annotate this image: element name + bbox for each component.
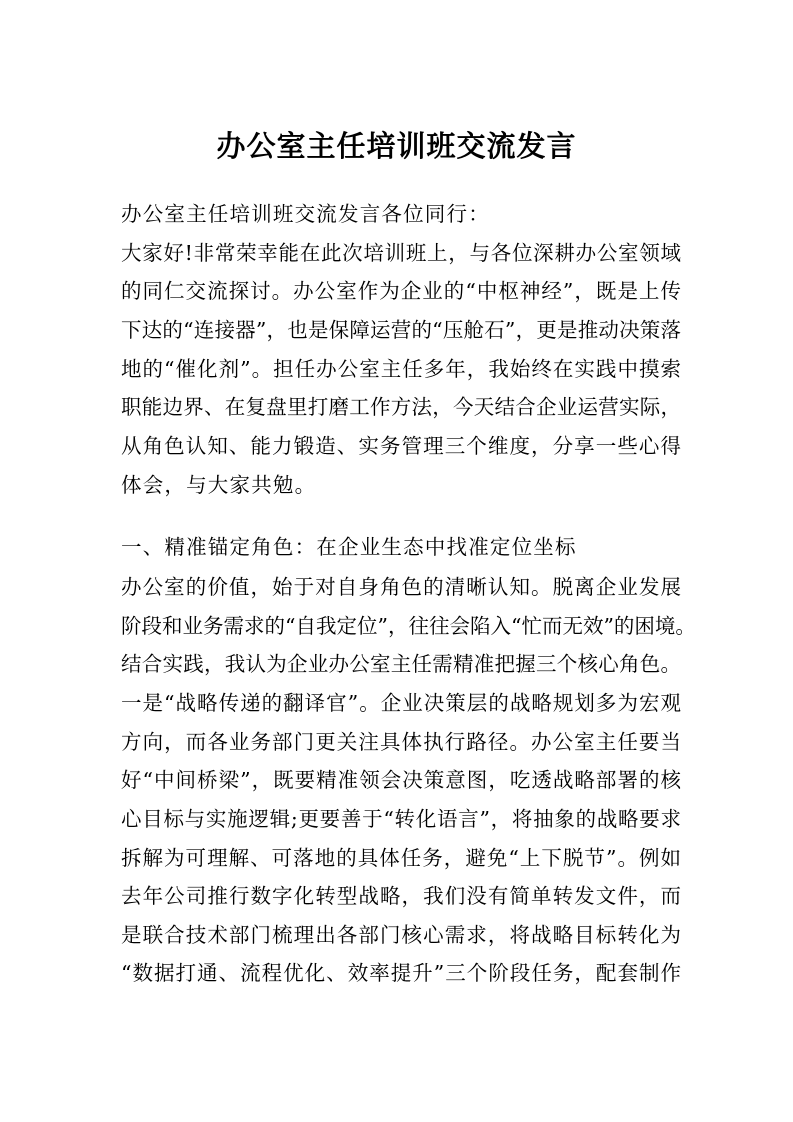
text-line: 的同仁交流探讨。办公室作为企业的“中枢神经”，既是上传 [121,279,681,303]
text-line: 结合实践，我认为企业办公室主任需精准把握三个核心角色。 [121,652,681,676]
section-heading: 一、精准锚定角色：在企业生态中找准定位坐标 [121,535,577,559]
text-line: 好“中间桥梁”，既要精准领会决策意图，吃透战略部署的核 [121,768,681,792]
text-line: 地的“催化剂”。担任办公室主任多年，我始终在实践中摸索 [121,357,681,381]
text-line: 一是“战略传递的翻译官”。企业决策层的战略规划多为宏观 [121,691,681,715]
text-line: 体会，与大家共勉。 [121,473,317,497]
text-line: 是联合技术部门梳理出各部门核心需求，将战略目标转化为 [121,923,681,947]
document-title: 办公室主任培训班交流发言 [216,129,577,163]
text-line: 从角色认知、能力锻造、实务管理三个维度，分享一些心得 [121,434,681,458]
text-line: 心目标与实施逻辑;更要善于“转化语言”，将抽象的战略要求 [121,807,681,831]
text-line: 拆解为可理解、可落地的具体任务，避免“上下脱节”。例如 [121,846,681,870]
text-line: “数据打通、流程优化、效率提升”三个阶段任务，配套制作 [121,961,681,985]
text-line: 去年公司推行数字化转型战略，我们没有简单转发文件，而 [121,884,681,908]
text-line: 办公室的价值，始于对自身角色的清晰认知。脱离企业发展 [121,575,681,599]
text-line: 方向，而各业务部门更关注具体执行路径。办公室主任要当 [121,730,681,754]
text-line: 办公室主任培训班交流发言各位同行： [121,202,490,226]
text-line: 下达的“连接器”，也是保障运营的“压舱石”，更是推动决策落 [121,318,681,342]
text-line: 阶段和业务需求的“自我定位”，往往会陷入“忙而无效”的困境。 [121,614,696,638]
text-line: 大家好!非常荣幸能在此次培训班上，与各位深耕办公室领域 [121,241,681,265]
text-line: 职能边界、在复盘里打磨工作方法，今天结合企业运营实际， [121,395,681,419]
